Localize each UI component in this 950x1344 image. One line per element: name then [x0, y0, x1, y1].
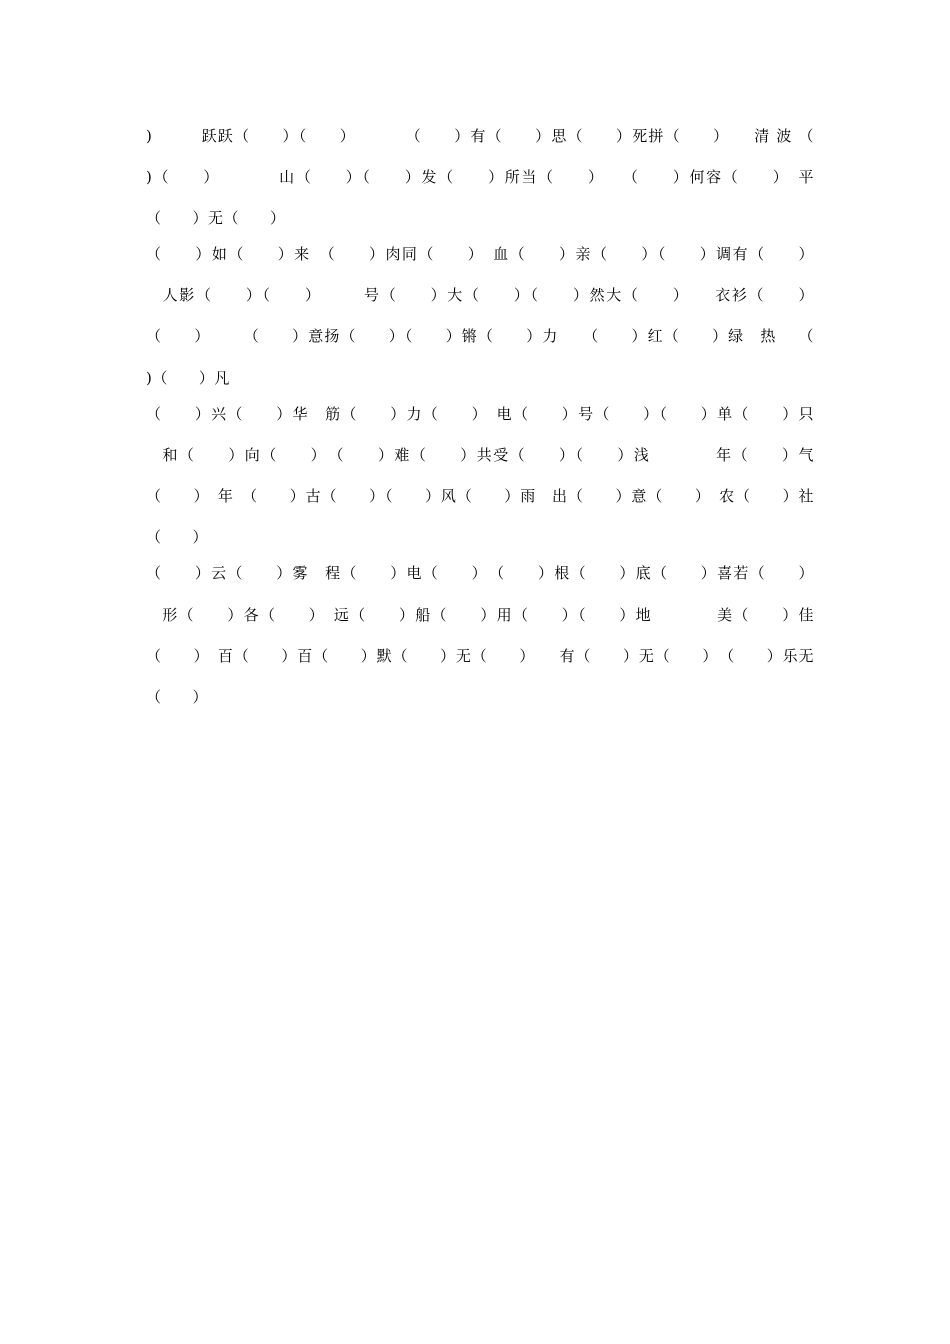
- text-line-3: （ ）无（ ）: [146, 209, 286, 227]
- text-line-6: （ ） （ ）意扬（ ）（ ）锵（ ）力 （ ）红（ ）绿 热 （: [146, 327, 814, 345]
- text-line-13: 形（ ）各（ ） 远（ ）船（ ）用（ ）（ ）地 美（ ）佳: [146, 606, 814, 624]
- text-line-2: )（ ） 山（ ）（ ）发（ ）所当（ ） （ ）何容（ ） 平: [146, 168, 814, 186]
- text-line-7: )（ ）凡: [146, 369, 230, 387]
- text-line-12: （ ）云（ ）雾 程（ ）电（ ） （ ）根（ ）底（ ）喜若（ ）: [146, 564, 814, 582]
- text-line-1: ) 跃跃（ ）（ ） （ ）有（ ）思（ ）死拼（ ） 清 波 （: [146, 127, 814, 145]
- text-line-14: （ ） 百（ ）百（ ）默（ ）无（ ） 有（ ）无（ ） （ ）乐无: [146, 647, 814, 665]
- text-line-8: （ ）兴（ ）华 筋（ ）力（ ） 电（ ）号（ ）（ ）单（ ）只: [146, 405, 814, 423]
- text-line-4: （ ）如（ ）来 （ ）肉同（ ） 血（ ）亲（ ）（ ）调有（ ）: [146, 245, 814, 263]
- text-line-9: 和（ ）向（ ） （ ）难（ ）共受（ ）（ ）浅 年（ ）气: [146, 446, 814, 464]
- text-line-15: （ ）: [146, 688, 209, 706]
- text-line-11: （ ）: [146, 528, 209, 546]
- text-line-10: （ ） 年 （ ）古（ ）（ ）风（ ）雨 出（ ）意（ ） 农（ ）社: [146, 487, 814, 505]
- text-line-5: 人影（ ）（ ） 号（ ）大（ ）（ ）然大（ ） 衣衫（ ）: [146, 286, 814, 304]
